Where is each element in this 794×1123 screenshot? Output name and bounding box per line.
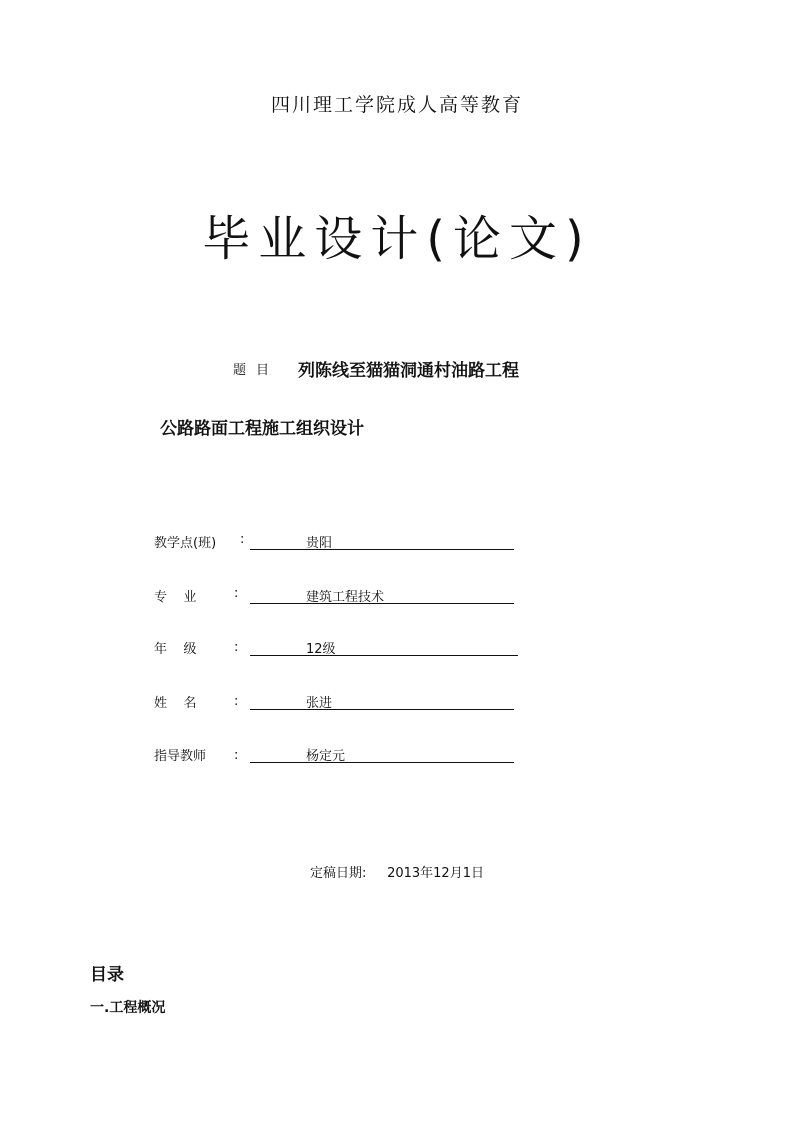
field-colon: :	[240, 532, 245, 547]
field-value-name: 张进	[306, 696, 333, 711]
field-label-major: 专 业	[154, 590, 197, 605]
topic-label: 题目	[233, 363, 280, 378]
field-underline	[250, 532, 514, 550]
field-colon: :	[234, 640, 239, 655]
field-underline	[250, 638, 518, 656]
thesis-title: 毕业设计(论文)	[202, 211, 592, 267]
field-label-name: 姓 名	[154, 696, 197, 711]
field-colon: :	[234, 586, 239, 601]
institution-name: 四川理工学院成人高等教育	[270, 94, 523, 116]
field-value-major: 建筑工程技术	[306, 590, 385, 605]
field-value-class: 贵阳	[306, 536, 333, 551]
finalized-date	[310, 862, 484, 881]
field-label-class: 教学点(班)	[154, 536, 217, 551]
field-colon: :	[234, 748, 239, 763]
field-label-grade: 年 级	[154, 642, 197, 657]
toc-item: 一.工程概况	[90, 1000, 166, 1016]
date-label: 定稿日期:	[310, 866, 367, 881]
field-value-advisor: 杨定元	[306, 749, 346, 764]
field-underline	[250, 745, 514, 763]
date-value: 2013年12月1日	[387, 866, 484, 881]
topic-title-line-1: 列陈线至猫猫洞通村油路工程	[298, 361, 519, 381]
field-colon: :	[234, 694, 239, 709]
toc-title: 目录	[90, 965, 124, 985]
topic-title-line-2: 公路路面工程施工组织设计	[160, 419, 364, 439]
field-value-grade: 12级	[306, 642, 336, 657]
field-label-advisor: 指导教师	[154, 749, 207, 764]
field-underline	[250, 692, 514, 710]
